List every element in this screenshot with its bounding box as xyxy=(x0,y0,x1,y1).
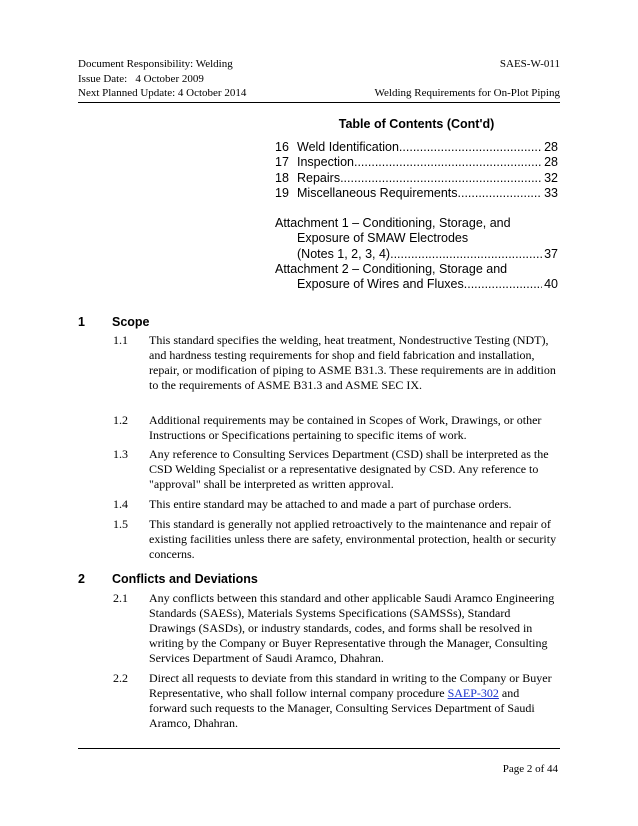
doc-id: SAES-W-011 xyxy=(499,58,560,70)
doc-title: Welding Requirements for On-Plot Piping xyxy=(374,87,560,99)
toc-entry[interactable]: 19 Miscellaneous Requirements ..... 33 xyxy=(275,186,558,201)
paragraph: 2.1 Any conflicts between this standard and other applicable Saudi Aramco Engineering Standards (SAESs), Materials Systems Specifications (SAMSSs), Standard Drawings (SASDs), or industry standards, codes, and forms shall be resolved in writing by the Company or Buyer Representative through the Manager, Consulting Services Department of Saudi Aramco, Dhahran. xyxy=(113,591,555,665)
table-of-contents xyxy=(275,140,558,293)
next-update: Next Planned Update: 4 October 2014 xyxy=(78,87,247,99)
page-number: Page 2 of 44 xyxy=(502,763,558,775)
issue-date: Issue Date: 4 October 2009 xyxy=(78,72,204,85)
footer-divider xyxy=(78,748,560,749)
toc-entry[interactable]: 17 Inspection ..... 28 xyxy=(275,155,558,170)
paragraph: 1.2 Additional requirements may be contained in Scopes of Work, Drawings, or other Instructions or Specifications pertaining to specific items of work. xyxy=(113,413,542,442)
toc-entry[interactable]: 18 Repairs ..... 32 xyxy=(275,171,558,186)
doc-responsibility: Document Responsibility: Welding xyxy=(78,58,233,70)
paragraph: 1.3 Any reference to Consulting Services Department (CSD) shall be interpreted as the CSD Welding Specialist or a representative designated by CSD. Any reference to "approval" shall be interpreted as written approval. xyxy=(113,447,549,491)
paragraph: 1.5 This standard is generally not applied retroactively to the maintenance and repair of existing facilities unless there are safety, environmental protection, health or security concerns. xyxy=(113,517,557,561)
paragraph: 1.4 This entire standard may be attached to and made a part of purchase orders. xyxy=(113,497,512,511)
page-header xyxy=(78,57,560,101)
toc-entry[interactable]: 16 Weld Identification ..... 28 xyxy=(275,140,558,155)
toc-attachment-1[interactable]: Attachment 1 – Conditioning, Storage, and Exposure of SMAW Electrodes (Notes 1, 2, 3, 4) ..... 37 xyxy=(275,216,558,262)
paragraph: 2.2 Direct all requests to deviate from this standard in writing to the Company or Buyer Representative, who shall follow internal company procedure SAEP-302 and forward such requests to the Manager, Consulting Services Department of Saudi Aramco, Dhahran. xyxy=(113,671,552,730)
toc-title: Table of Contents (Cont'd) xyxy=(338,117,495,131)
paragraph: 1.1 This standard specifies the welding, heat treatment, Nondestructive Testing (NDT), and hardness testing requirements for shop and field fabrication and installation, repair, or modification of piping to ASME B31.3. These requirements are in addition to the requirements of ASME B31.3 and ASME SEC IX. xyxy=(113,333,556,392)
header-divider xyxy=(78,102,560,103)
saep-302-link[interactable]: SAEP-302 xyxy=(447,686,499,700)
toc-attachment-2[interactable]: Attachment 2 – Conditioning, Storage and Exposure of Wires and Fluxes ..... 40 xyxy=(275,262,558,293)
